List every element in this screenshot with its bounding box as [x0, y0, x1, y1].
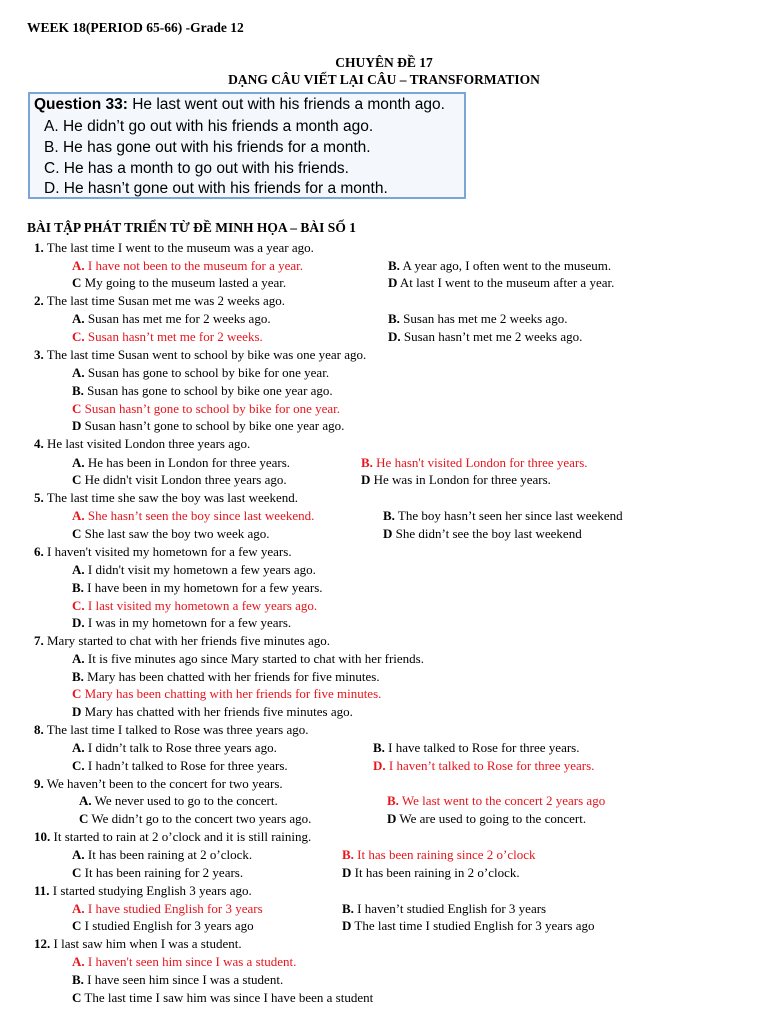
option-letter: C: [72, 990, 82, 1005]
option-letter: B.: [383, 508, 395, 523]
question-number: 11.: [34, 883, 50, 898]
exercise-question: [34, 347, 366, 363]
option-text: Mary has been chatted with her friends for five minutes.: [83, 669, 380, 684]
question-text: It started to rain at 2 o’clock and it is still raining.: [50, 829, 312, 844]
option-letter: A.: [72, 562, 85, 577]
option-text: I have talked to Rose for three years.: [384, 740, 580, 755]
exercise-option: [72, 401, 340, 417]
question-number: 7.: [34, 633, 44, 648]
option-letter: A.: [72, 954, 85, 969]
question-number: 8.: [34, 722, 44, 737]
exercise-option: [72, 686, 381, 702]
option-text: She last saw the boy two week ago.: [81, 526, 270, 541]
option-text: I have studied English for 3 years: [84, 901, 263, 916]
exercise-question: [34, 293, 285, 309]
question-text: The last time I went to the museum was a year ago.: [43, 240, 314, 255]
exercise-option: [72, 526, 270, 542]
option-letter: C: [72, 275, 82, 290]
question-number: 3.: [34, 347, 44, 362]
option-letter: A.: [72, 651, 85, 666]
question-text: I started studying English 3 years ago.: [49, 883, 252, 898]
option-letter: D: [342, 918, 352, 933]
option-text: We never used to go to the concert.: [91, 793, 278, 808]
option-text: He has been in London for three years.: [84, 455, 291, 470]
question-number: 10.: [34, 829, 51, 844]
sample-question-stem: [34, 96, 445, 114]
exercise-option: [342, 847, 536, 863]
question-text: The last time Susan went to school by bike was one year ago.: [43, 347, 367, 362]
option-letter: B.: [388, 258, 400, 273]
exercise-option: [72, 901, 263, 917]
option-letter: A.: [72, 740, 85, 755]
option-letter: A.: [72, 508, 85, 523]
option-text: I last visited my hometown a few years ago.: [84, 598, 318, 613]
option-text: I have seen him since I was a student.: [83, 972, 284, 987]
option-text: It has been raining in 2 o’clock.: [351, 865, 520, 880]
question-number: 6.: [34, 544, 44, 559]
exercise-option: [342, 865, 520, 881]
option-text: Mary has chatted with her friends five minutes ago.: [81, 704, 353, 719]
option-letter: C: [72, 401, 82, 416]
option-text: We last went to the concert 2 years ago: [398, 793, 606, 808]
option-text: We didn’t go to the concert two years ago.: [88, 811, 312, 826]
exercise-option: [72, 704, 353, 720]
exercise-question: [34, 490, 298, 506]
exercise-option: [79, 793, 278, 809]
option-text: The boy hasn’t seen her since last weekend: [394, 508, 623, 523]
exercise-option: [72, 311, 271, 327]
exercise-option: [342, 901, 546, 917]
exercise-option: [387, 811, 586, 827]
exercise-question: [34, 883, 252, 899]
option-letter: D.: [388, 329, 401, 344]
option-letter: A.: [72, 455, 85, 470]
exercise-option: [72, 508, 314, 524]
sample-option-a: A. He didn’t go out with his friends a month ago.: [44, 118, 374, 135]
exercise-option: [373, 740, 579, 756]
option-text: I hadn’t talked to Rose for three years.: [84, 758, 288, 773]
option-text: It has been raining for 2 years.: [81, 865, 244, 880]
question-number: 2.: [34, 293, 44, 308]
topic-title: CHUYÊN ĐỀ 17: [335, 55, 433, 70]
exercise-option: [342, 918, 595, 934]
exercise-option: [383, 526, 582, 542]
exercise-option: [72, 472, 287, 488]
option-letter: D: [388, 275, 398, 290]
exercise-option: [72, 615, 291, 631]
option-letter: C.: [72, 598, 85, 613]
option-letter: C: [72, 865, 82, 880]
option-text: I studied English for 3 years ago: [81, 918, 254, 933]
option-text: I haven't seen him since I was a student.: [84, 954, 297, 969]
option-letter: D.: [72, 615, 85, 630]
exercise-question: [34, 544, 292, 560]
option-text: The last time I studied English for 3 years ago: [351, 918, 595, 933]
option-text: She didn’t see the boy last weekend: [392, 526, 582, 541]
exercise-question: [34, 829, 311, 845]
question-text: The last time she saw the boy was last weekend.: [43, 490, 299, 505]
option-letter: B.: [342, 901, 354, 916]
exercise-option: [72, 455, 290, 471]
option-letter: B.: [373, 740, 385, 755]
question-text: The last time Susan met me was 2 weeks ago.: [43, 293, 286, 308]
option-text: Susan hasn’t met me for 2 weeks.: [84, 329, 263, 344]
option-letter: C.: [72, 758, 85, 773]
option-letter: A.: [72, 258, 85, 273]
question-text: He last visited London three years ago.: [43, 436, 251, 451]
exercise-question: [34, 240, 314, 256]
week-header: WEEK 18(PERIOD 65-66) -Grade 12: [27, 20, 244, 35]
option-letter: C: [72, 526, 82, 541]
exercise-option: [72, 990, 373, 1006]
option-letter: A.: [72, 311, 85, 326]
exercise-question: [34, 633, 330, 649]
option-letter: C: [72, 918, 82, 933]
option-text: I didn't visit my hometown a few years ago.: [84, 562, 316, 577]
option-text: At last I went to the museum after a year.: [397, 275, 615, 290]
option-text: Susan has gone to school by bike one year ago.: [83, 383, 333, 398]
option-text: Susan has gone to school by bike for one year.: [84, 365, 330, 380]
option-text: It has been raining at 2 o’clock.: [84, 847, 253, 862]
exercise-option: [388, 311, 567, 327]
option-letter: D: [72, 418, 82, 433]
question-text: He last went out with his friends a month ago.: [127, 96, 445, 113]
sample-question-box: [28, 92, 466, 199]
exercise-option: [72, 758, 288, 774]
option-text: I have not been to the museum for a year.: [84, 258, 304, 273]
option-letter: B.: [387, 793, 399, 808]
exercise-option: [72, 329, 263, 345]
option-text: It is five minutes ago since Mary started to chat with her friends.: [84, 651, 424, 666]
exercise-option: [72, 847, 252, 863]
exercise-question: [34, 722, 309, 738]
option-text: I was in my hometown for a few years.: [84, 615, 292, 630]
option-letter: A.: [72, 901, 85, 916]
option-letter: C.: [72, 329, 85, 344]
topic-subtitle: DẠNG CÂU VIẾT LẠI CÂU – TRANSFORMATION: [228, 72, 540, 87]
exercise-question: [34, 936, 242, 952]
option-text: Susan has met me for 2 weeks ago.: [84, 311, 271, 326]
question-text: I last saw him when I was a student.: [50, 936, 242, 951]
option-letter: D: [387, 811, 397, 826]
exercise-option: [72, 918, 254, 934]
option-letter: D: [361, 472, 371, 487]
option-letter: A.: [72, 365, 85, 380]
exercise-option: [72, 275, 286, 291]
exercise-option: [72, 365, 329, 381]
option-text: A year ago, I often went to the museum.: [399, 258, 612, 273]
option-letter: C: [72, 686, 82, 701]
option-letter: D: [72, 704, 82, 719]
option-text: She hasn’t seen the boy since last weekend.: [84, 508, 315, 523]
exercise-option: [72, 598, 317, 614]
exercise-option: [72, 258, 303, 274]
exercise-option: [72, 562, 316, 578]
option-letter: A.: [72, 847, 85, 862]
option-letter: B.: [72, 383, 84, 398]
exercise-option: [387, 793, 605, 809]
option-text: The last time I saw him was since I have been a student: [81, 990, 374, 1005]
option-letter: B.: [361, 455, 373, 470]
option-letter: C: [72, 472, 82, 487]
question-text: We haven’t been to the concert for two years.: [43, 776, 283, 791]
exercise-option: [388, 258, 611, 274]
section-title: BÀI TẬP PHÁT TRIỂN TỪ ĐỀ MINH HỌA – BÀI SỐ 1: [27, 220, 356, 235]
exercise-option: [72, 954, 296, 970]
option-letter: B.: [72, 972, 84, 987]
sample-option-c: C. He has a month to go out with his friends.: [44, 160, 349, 177]
option-text: It has been raining since 2 o’clock: [353, 847, 536, 862]
question-label: Question 33:: [34, 96, 128, 113]
option-text: He hasn't visited London for three years.: [372, 455, 588, 470]
exercise-question: [34, 776, 283, 792]
option-text: Susan hasn’t gone to school by bike for one year.: [81, 401, 341, 416]
question-number: 12.: [34, 936, 51, 951]
exercise-option: [388, 329, 582, 345]
option-letter: B.: [342, 847, 354, 862]
question-number: 4.: [34, 436, 44, 451]
exercise-option: [361, 455, 588, 471]
option-text: Mary has been chatting with her friends for five minutes.: [81, 686, 382, 701]
exercise-option: [72, 383, 333, 399]
option-text: My going to the museum lasted a year.: [81, 275, 287, 290]
exercise-question: [34, 436, 250, 452]
exercise-option: [79, 811, 311, 827]
exercise-option: [72, 418, 344, 434]
exercise-option: [72, 580, 323, 596]
option-text: I haven’t studied English for 3 years: [353, 901, 547, 916]
option-text: Susan hasn’t met me 2 weeks ago.: [400, 329, 583, 344]
question-text: I haven't visited my hometown for a few years.: [43, 544, 292, 559]
question-number: 9.: [34, 776, 44, 791]
option-text: I haven’t talked to Rose for three years.: [385, 758, 595, 773]
option-letter: C: [79, 811, 89, 826]
option-text: I have been in my hometown for a few years.: [83, 580, 323, 595]
option-text: He was in London for three years.: [370, 472, 551, 487]
exercise-option: [373, 758, 594, 774]
option-text: Susan hasn’t gone to school by bike one year ago.: [81, 418, 345, 433]
option-text: Susan has met me 2 weeks ago.: [399, 311, 568, 326]
option-letter: D: [342, 865, 352, 880]
sample-option-b: B. He has gone out with his friends for a month.: [44, 139, 371, 156]
option-letter: D.: [373, 758, 386, 773]
exercise-option: [72, 651, 424, 667]
option-text: He didn't visit London three years ago.: [81, 472, 287, 487]
exercise-option: [361, 472, 551, 488]
option-text: I didn’t talk to Rose three years ago.: [84, 740, 277, 755]
exercise-option: [383, 508, 623, 524]
question-text: The last time I talked to Rose was three years ago.: [43, 722, 309, 737]
question-text: Mary started to chat with her friends five minutes ago.: [43, 633, 331, 648]
option-text: We are used to going to the concert.: [396, 811, 587, 826]
option-letter: B.: [72, 669, 84, 684]
exercise-option: [388, 275, 614, 291]
sample-option-d: D. He hasn’t gone out with his friends for a month.: [44, 180, 388, 197]
option-letter: B.: [72, 580, 84, 595]
option-letter: D: [383, 526, 393, 541]
question-number: 5.: [34, 490, 44, 505]
exercise-option: [72, 972, 283, 988]
option-letter: A.: [79, 793, 92, 808]
exercise-option: [72, 740, 277, 756]
option-letter: B.: [388, 311, 400, 326]
question-number: 1.: [34, 240, 44, 255]
exercise-option: [72, 669, 380, 685]
exercise-option: [72, 865, 243, 881]
